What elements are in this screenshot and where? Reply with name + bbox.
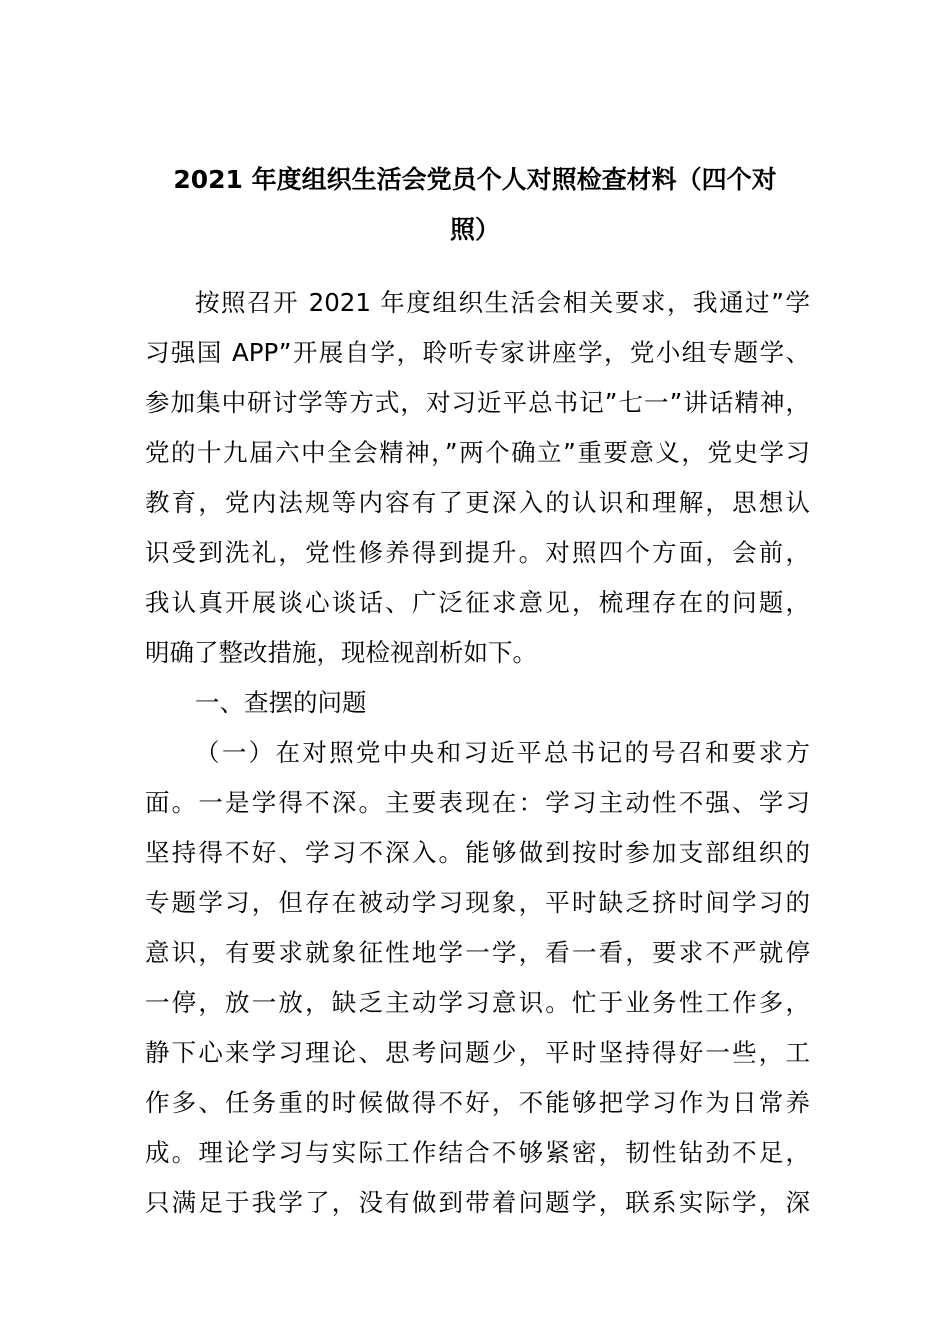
paragraph-line: 识受到洗礼，党性修养得到提升。对照四个方面，会前，	[145, 538, 810, 567]
paragraph-line: 静下心来学习理论、思考问题少，平时坚持得好一些，工	[145, 1038, 810, 1067]
paragraph-line: 我认真开展谈心谈话、广泛征求意见，梳理存在的问题，	[145, 588, 810, 617]
section-heading: 一、查摆的问题	[195, 688, 367, 717]
paragraph-line: 只满足于我学了，没有做到带着问题学，联系实际学，深	[145, 1188, 810, 1217]
paragraph-line: 意识，有要求就象征性地学一学，看一看，要求不严就停	[145, 938, 810, 967]
paragraph-line: 党的十九届六中全会精神，”两个确立”重要意义，党史学习	[145, 438, 810, 467]
paragraph-line: 面。一是学得不深。主要表现在：学习主动性不强、学习	[145, 788, 810, 817]
paragraph-line: 教育，党内法规等内容有了更深入的认识和理解，思想认	[145, 488, 810, 517]
paragraph-line: （一）在对照党中央和习近平总书记的号召和要求方	[195, 738, 810, 767]
paragraph-line: 一停，放一放，缺乏主动学习意识。忙于业务性工作多，	[145, 988, 810, 1017]
document-title-line-2: 照）	[449, 215, 500, 244]
paragraph-line: 明确了整改措施，现检视剖析如下。	[145, 638, 537, 667]
paragraph-line: 按照召开 2021 年度组织生活会相关要求，我通过”学	[195, 288, 810, 317]
paragraph-line: 作多、任务重的时候做得不好，不能够把学习作为日常养	[145, 1088, 810, 1117]
paragraph-line: 参加集中研讨学等方式，对习近平总书记”七一”讲话精神，	[145, 388, 810, 417]
paragraph-line: 成。理论学习与实际工作结合不够紧密，韧性钻劲不足，	[145, 1138, 810, 1167]
document-title-line-1: 2021 年度组织生活会党员个人对照检查材料（四个对	[173, 165, 777, 194]
paragraph-line: 坚持得不好、学习不深入。能够做到按时参加支部组织的	[145, 838, 810, 867]
paragraph-line: 习强国 APP”开展自学，聆听专家讲座学，党小组专题学、	[145, 338, 810, 367]
paragraph-line: 专题学习，但存在被动学习现象，平时缺乏挤时间学习的	[145, 888, 810, 917]
